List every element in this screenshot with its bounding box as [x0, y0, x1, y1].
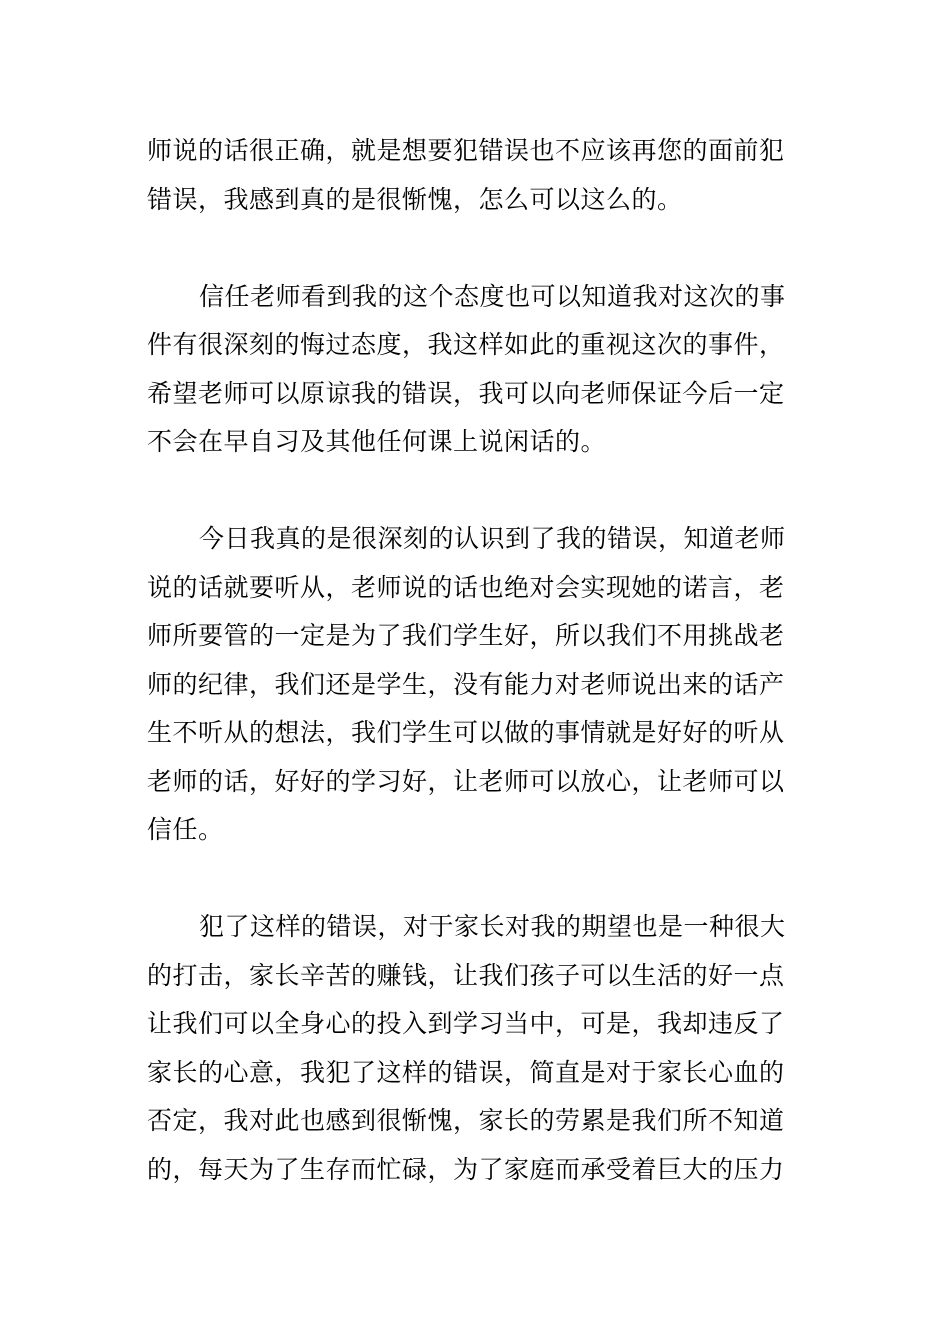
text-line: 生不听从的想法，我们学生可以做的事情就是好好的听从 — [147, 718, 785, 747]
paragraph-1 — [147, 127, 807, 224]
text-line: 师所要管的一定是为了我们学生好，所以我们不用挑战老 — [147, 621, 785, 650]
text-line: 否定，我对此也感到很惭愧，家长的劳累是我们所不知道 — [147, 1106, 785, 1135]
text-line: 让我们可以全身心的投入到学习当中，可是，我却违反了 — [147, 1009, 785, 1038]
text-line: 家长的心意，我犯了这样的错误，简直是对于家长心血的 — [147, 1057, 785, 1087]
text-line: 件有很深刻的悔过态度，我这样如此的重视这次的事件， — [147, 330, 785, 359]
text-line-indented: 犯了这样的错误，对于家长对我的期望也是一种很大 — [199, 912, 786, 941]
text-line-indented: 今日我真的是很深刻的认识到了我的错误，知道老师 — [199, 524, 786, 553]
document-body — [147, 127, 807, 1194]
text-line: 老师的话，好好的学习好，让老师可以放心，让老师可以 — [147, 766, 785, 796]
text-line: 希望老师可以原谅我的错误，我可以向老师保证今后一定 — [147, 378, 785, 408]
text-line: 师说的话很正确，就是想要犯错误也不应该再您的面前犯 — [147, 136, 785, 165]
paragraph-3 — [147, 515, 807, 855]
text-line: 师的纪律，我们还是学生，没有能力对老师说出来的话产 — [147, 669, 785, 699]
text-line: 的打击，家长辛苦的赚钱，让我们孩子可以生活的好一点 — [147, 960, 785, 990]
text-line: 说的话就要听从，老师说的话也绝对会实现她的诺言，老 — [147, 572, 785, 602]
text-line: 信任。 — [147, 815, 224, 844]
paragraph-2 — [147, 273, 807, 467]
text-line-indented: 信任老师看到我的这个态度也可以知道我对这次的事 — [199, 281, 786, 311]
text-line: 不会在早自习及其他任何课上说闲话的。 — [147, 427, 607, 456]
text-line: 的，每天为了生存而忙碌，为了家庭而承受着巨大的压力 — [147, 1154, 785, 1184]
text-line: 错误，我感到真的是很惭愧，怎么可以这么的。 — [147, 184, 683, 214]
paragraph-4 — [147, 903, 807, 1194]
